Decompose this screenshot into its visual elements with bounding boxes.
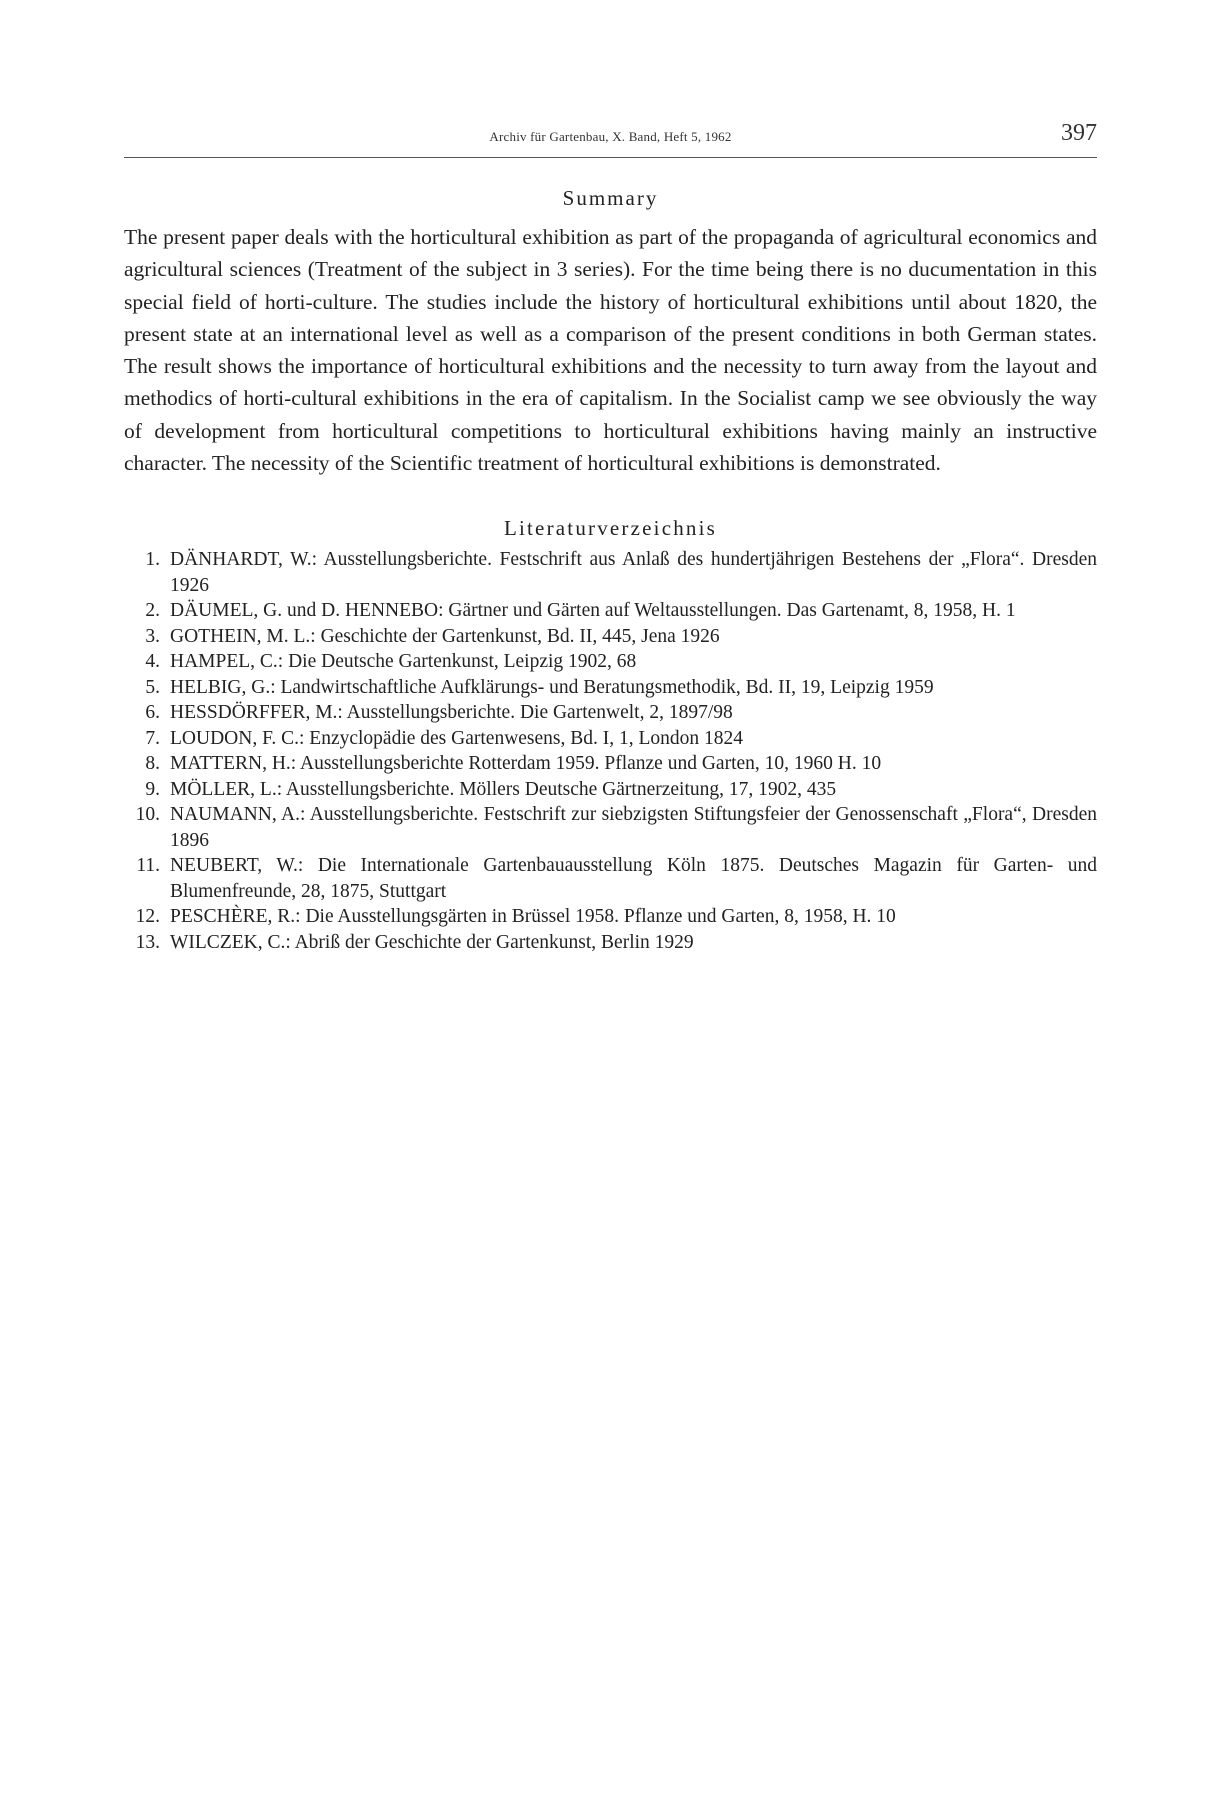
reference-text: PESCHÈRE, R.: Die Ausstellungsgärten in Brüssel 1958. Pflanze und Garten, 8, 1958, H. 10	[170, 906, 896, 928]
reference-text: LOUDON, F. C.: Enzyclopädie des Gartenwesens, Bd. I, 1, London 1824	[170, 727, 744, 749]
reference-text: HESSDÖRFFER, M.: Ausstellungsberichte. Die Gartenwelt, 2, 1897/98	[170, 702, 733, 724]
reference-text: NEUBERT, W.: Die Internationale Gartenbauausstellung Köln 1875. Deutsches Magazin für Garten- und Blumenfreunde, 28, 1875, Stuttgart	[170, 855, 1097, 902]
reference-text: GOTHEIN, M. L.: Geschichte der Gartenkunst, Bd. II, 445, Jena 1926	[170, 625, 720, 647]
reference-number: 10.	[135, 804, 160, 826]
reference-number: 1.	[145, 549, 160, 571]
reference-list	[124, 547, 1097, 955]
summary-heading: Summary	[562, 186, 659, 210]
reference-number: 4.	[145, 651, 160, 673]
reference-text: MATTERN, H.: Ausstellungsberichte Rotterdam 1959. Pflanze und Garten, 10, 1960 H. 10	[170, 753, 882, 775]
reference-number: 8.	[145, 753, 160, 775]
reference-text: NAUMANN, A.: Ausstellungsberichte. Festschrift zur siebzigsten Stiftungsfeier der Genossenschaft „Flora“, Dresden 1896	[170, 804, 1097, 851]
reference-item	[124, 726, 1097, 752]
page-number: 397	[1061, 120, 1097, 146]
reference-text: HAMPEL, C.: Die Deutsche Gartenkunst, Leipzig 1902, 68	[170, 651, 637, 673]
page	[124, 0, 1097, 955]
reference-item	[124, 649, 1097, 675]
reference-number: 13.	[135, 931, 160, 953]
reference-text: DÄUMEL, G. und D. HENNEBO: Gärtner und Gärten auf Weltausstellungen. Das Gartenamt, 8, 1958, H. 1	[170, 600, 1016, 622]
reference-item	[124, 624, 1097, 650]
reference-number: 12.	[135, 906, 160, 928]
reference-item	[124, 904, 1097, 930]
reference-item	[124, 751, 1097, 777]
summary-paragraph: The present paper deals with the horticultural exhibition as part of the propaganda of agricultural economics and agricultural sciences (Treatment of the subject in 3 series). For the time being there is no ducumentation in this special field of horti-culture. The studies include the history of horticultural exhibitions until about 1820, the present state at an international level as well as a comparison of the present conditions in both German states. The result shows the importance of horticultural exhibitions and the necessity to turn away from the layout and methodics of horti-cultural exhibitions in the era of capitalism. In the Socialist camp we see obviously the way of development from horticultural competitions to horticultural exhibitions having mainly an instructive character. The necessity of the Scientific treatment of horticultural exhibitions is demonstrated.	[124, 225, 1097, 476]
reference-item	[124, 777, 1097, 803]
reference-number: 3.	[145, 625, 160, 647]
reference-number: 2.	[145, 600, 160, 622]
reference-text: HELBIG, G.: Landwirtschaftliche Aufklärungs- und Beratungsmethodik, Bd. II, 19, Leipzig 1959	[170, 676, 934, 698]
reference-number: 5.	[145, 676, 160, 698]
reference-item	[124, 598, 1097, 624]
reference-number: 7.	[145, 727, 160, 749]
reference-item	[124, 802, 1097, 853]
reference-item	[124, 547, 1097, 598]
reference-item	[124, 675, 1097, 701]
reference-item	[124, 853, 1097, 904]
reference-text: DÄNHARDT, W.: Ausstellungsberichte. Festschrift aus Anlaß des hundertjährigen Bestehens der „Flora“. Dresden 1926	[170, 549, 1097, 596]
reference-item	[124, 930, 1097, 956]
reference-text: MÖLLER, L.: Ausstellungsberichte. Möllers Deutsche Gärtnerzeitung, 17, 1902, 435	[170, 778, 837, 800]
literature-heading: Literaturverzeichnis	[503, 516, 718, 541]
reference-item	[124, 700, 1097, 726]
reference-number: 11.	[136, 855, 160, 877]
reference-text: WILCZEK, C.: Abriß der Geschichte der Gartenkunst, Berlin 1929	[170, 931, 694, 953]
reference-number: 6.	[145, 702, 160, 724]
journal-citation: Archiv für Gartenbau, X. Band, Heft 5, 1962	[489, 129, 732, 144]
reference-number: 9.	[145, 778, 160, 800]
running-head	[124, 0, 1097, 158]
